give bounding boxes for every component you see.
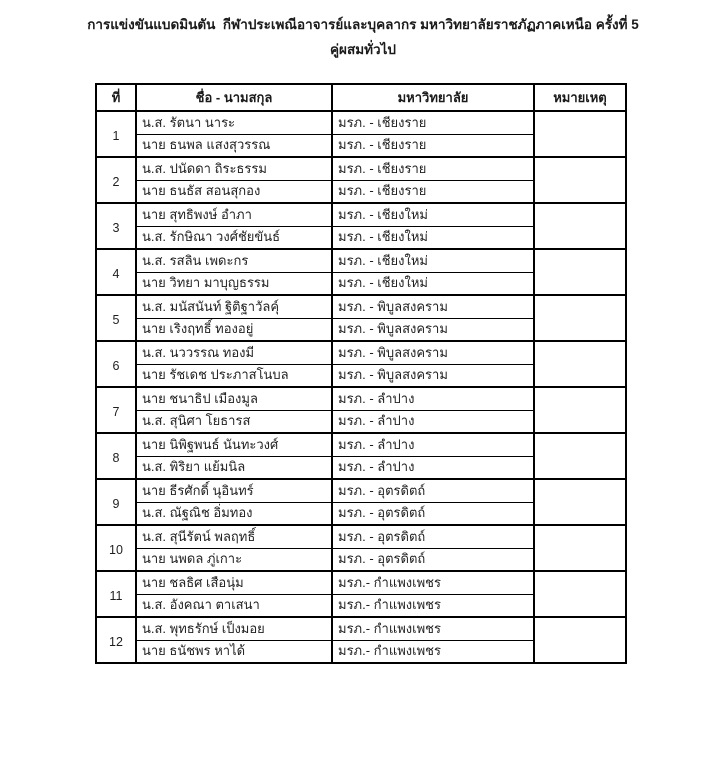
member-name: นาย สุทธิพงษ์ อำภา	[136, 203, 332, 226]
member-university: มรภ. - อุตรดิตถ์	[332, 525, 534, 548]
pair-row	[96, 341, 626, 364]
pair-row	[96, 433, 626, 456]
member-university: มรภ. - ลำปาง	[332, 387, 534, 410]
member-name: นาย ธนพล แสงสุวรรณ	[136, 134, 332, 157]
pair-number: 4	[96, 249, 136, 295]
document-subtitle: คู่ผสมทั่วไป	[330, 42, 396, 57]
member-name: นาย ธนัชพร หาได้	[136, 640, 332, 663]
pair-number: 3	[96, 203, 136, 249]
pair-row	[96, 249, 626, 272]
member-name: น.ส. อังคณา ตาเสนา	[136, 594, 332, 617]
pair-row	[96, 157, 626, 180]
member-name: น.ส. รัตนา นาระ	[136, 111, 332, 134]
member-name: น.ส. สุนิศา โยธารส	[136, 410, 332, 433]
member-university: มรภ. - อุตรดิตถ์	[332, 548, 534, 571]
pair-row	[96, 571, 626, 594]
member-university: มรภ. - เชียงใหม่	[332, 226, 534, 249]
member-name: น.ส. สุนีรัตน์ พลฤทธิ์	[136, 525, 332, 548]
table-header	[96, 84, 626, 111]
pair-row	[96, 387, 626, 410]
member-name: น.ส. พิริยา แย้มนิล	[136, 456, 332, 479]
member-university: มรภ. - ลำปาง	[332, 456, 534, 479]
member-university: มรภ. - พิบูลสงคราม	[332, 341, 534, 364]
member-university: มรภ. - เชียงราย	[332, 134, 534, 157]
pair-remark	[534, 249, 626, 295]
member-name: นาย ธนธัส สอนสุกอง	[136, 180, 332, 203]
pair-remark	[534, 433, 626, 479]
member-name: นาย นิพิฐพนธ์ นันทะวงศ์	[136, 433, 332, 456]
member-university: มรภ. - เชียงใหม่	[332, 272, 534, 295]
member-name: น.ส. มนัสนันท์ ฐิติฐาวัลคุ์	[136, 295, 332, 318]
member-name: นาย นพดล ภู่เกาะ	[136, 548, 332, 571]
member-name: นาย เริงฤทธิ์ ทองอยู่	[136, 318, 332, 341]
member-university: มรภ. - เชียงราย	[332, 180, 534, 203]
pair-number: 6	[96, 341, 136, 387]
pair-row	[96, 617, 626, 640]
member-university: มรภ. - พิบูลสงคราม	[332, 318, 534, 341]
pair-remark	[534, 479, 626, 525]
member-university: มรภ.- กำแพงเพชร	[332, 640, 534, 663]
pair-remark	[534, 295, 626, 341]
pair-row	[96, 479, 626, 502]
pair-remark	[534, 571, 626, 617]
pair-row	[96, 111, 626, 134]
member-university: มรภ. - เชียงใหม่	[332, 249, 534, 272]
pair-remark	[534, 387, 626, 433]
member-university: มรภ. - พิบูลสงคราม	[332, 295, 534, 318]
pair-number: 1	[96, 111, 136, 157]
pair-remark	[534, 157, 626, 203]
pair-number: 7	[96, 387, 136, 433]
header-row	[96, 84, 626, 111]
pair-remark	[534, 111, 626, 157]
document-title: การแข่งขันแบดมินตัน กีฬาประเพณีอาจารย์และบุคลากร มหาวิทยาลัยราชภัฏภาคเหนือ ครั้งที่ 5	[87, 17, 639, 32]
pair-number: 9	[96, 479, 136, 525]
member-name: น.ส. ปนัดดา ถิระธรรม	[136, 157, 332, 180]
member-name: นาย ชลธิศ เสือนุ่ม	[136, 571, 332, 594]
pair-remark	[534, 525, 626, 571]
member-university: มรภ. - เชียงราย	[332, 157, 534, 180]
pair-number: 8	[96, 433, 136, 479]
pair-remark	[534, 203, 626, 249]
member-university: มรภ. - อุตรดิตถ์	[332, 479, 534, 502]
pairs-body	[96, 111, 626, 663]
member-university: มรภ. - เชียงราย	[332, 111, 534, 134]
member-name: นาย ชนาธิป เมืองมูล	[136, 387, 332, 410]
pair-row	[96, 203, 626, 226]
member-name: น.ส. รสลิน เพดะกร	[136, 249, 332, 272]
member-name: นาย ธีรศักดิ์ นุอินทร์	[136, 479, 332, 502]
member-university: มรภ.- กำแพงเพชร	[332, 594, 534, 617]
header-university: มหาวิทยาลัย	[332, 84, 534, 111]
pairs-table	[95, 83, 627, 664]
pair-number: 2	[96, 157, 136, 203]
pair-number: 5	[96, 295, 136, 341]
header-name: ชื่อ - นามสกุล	[136, 84, 332, 111]
header-no: ที่	[96, 84, 136, 111]
pair-number: 11	[96, 571, 136, 617]
member-university: มรภ. - ลำปาง	[332, 433, 534, 456]
member-name: น.ส. พุทธรักษ์ เป็งมอย	[136, 617, 332, 640]
pair-remark	[534, 617, 626, 663]
header-remark: หมายเหตุ	[534, 84, 626, 111]
member-university: มรภ.- กำแพงเพชร	[332, 571, 534, 594]
pair-row	[96, 295, 626, 318]
member-university: มรภ. - พิบูลสงคราม	[332, 364, 534, 387]
member-name: นาย วิทยา มาบุญธรรม	[136, 272, 332, 295]
member-name: นาย รัชเดช ประภาสโนบล	[136, 364, 332, 387]
pair-remark	[534, 341, 626, 387]
member-name: น.ส. นววรรณ ทองมี	[136, 341, 332, 364]
member-university: มรภ. - อุตรดิตถ์	[332, 502, 534, 525]
member-university: มรภ.- กำแพงเพชร	[332, 617, 534, 640]
member-university: มรภ. - เชียงใหม่	[332, 203, 534, 226]
member-name: น.ส. ณัฐณิช อิ่มทอง	[136, 502, 332, 525]
pair-number: 12	[96, 617, 136, 663]
pair-row	[96, 525, 626, 548]
pair-number: 10	[96, 525, 136, 571]
member-university: มรภ. - ลำปาง	[332, 410, 534, 433]
member-name: น.ส. รักษิณา วงศ์ชัยขันธ์	[136, 226, 332, 249]
